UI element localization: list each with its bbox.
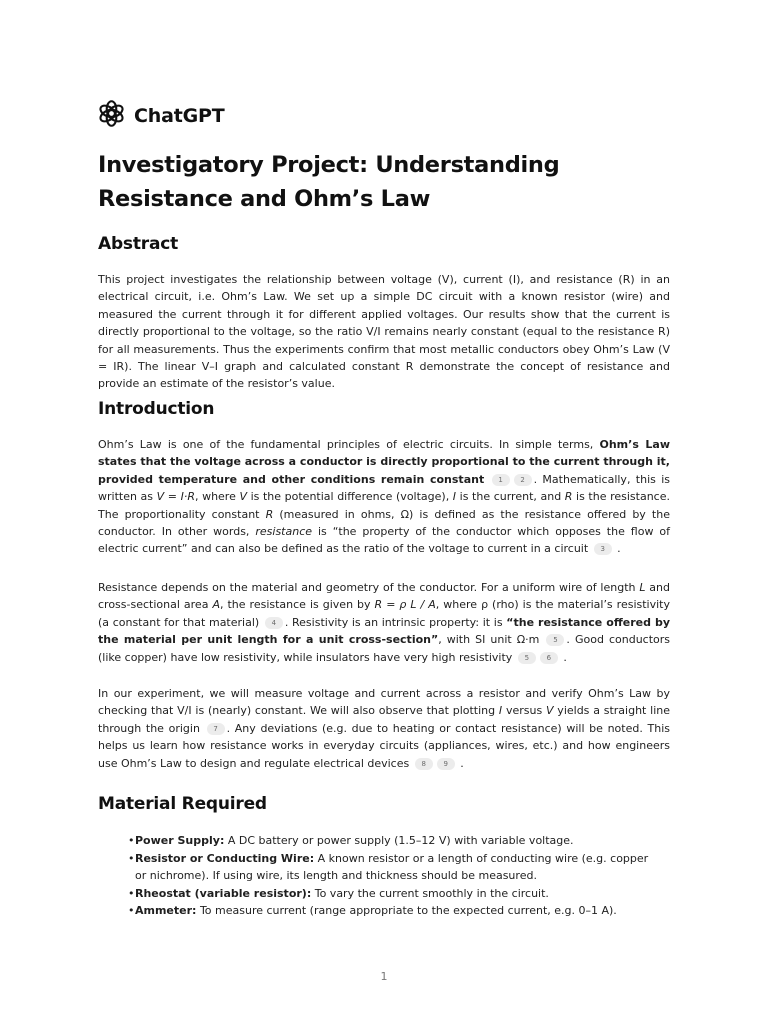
item-text: To measure current (range appropriate to the expected current, e.g. 0–1 A). <box>196 904 617 918</box>
materials-heading: Material Required <box>98 794 267 814</box>
citation-badge[interactable]: 2 <box>514 474 532 486</box>
citation-badge[interactable]: 5 <box>546 634 564 646</box>
formula: V = I·R <box>156 490 195 504</box>
list-item <box>128 902 658 920</box>
citation-badge[interactable]: 5 <box>518 652 536 664</box>
text-run: . Mathematically, this is written as <box>98 472 670 504</box>
citation-badge[interactable]: 4 <box>265 617 283 629</box>
variable: A <box>212 598 220 612</box>
brand-header <box>98 100 224 131</box>
text-run: . Good conductors (like copper) have low resistivity, while insulators have very high resistivity <box>98 633 671 664</box>
item-text: To vary the current smoothly in the circuit. <box>311 886 549 900</box>
openai-logo-icon <box>98 100 125 131</box>
text-run: Resistance depends on the material and geometry of the conductor. For a uniform wire of length <box>98 581 640 594</box>
variable: V <box>545 704 554 718</box>
citation-badge[interactable]: 7 <box>207 723 225 735</box>
text-run: . <box>460 756 464 770</box>
list-item <box>128 832 658 850</box>
text-run: and cross-sectional area <box>98 581 671 612</box>
variable: L <box>639 581 646 594</box>
text-run: is “the property of the conductor which opposes the flow of electric current” and can also be defined as the ratio of the voltage to current in a circuit <box>98 525 671 556</box>
text-run: yields a straight line through the origin <box>98 704 670 735</box>
citation-badge[interactable]: 1 <box>492 474 510 486</box>
materials-list <box>128 832 658 920</box>
introduction-paragraph-3 <box>98 685 670 772</box>
text-run: . Any deviations (e.g. due to heating or contact resistance) will be noted. This helps us learn how resistance works in everyday circuits (appliances, wires, etc.) and how engineers use Ohm’s Law to design and regulate electrical devices <box>98 721 670 770</box>
text-run: Ohm’s Law is one of the fundamental principles of electric circuits. In simple terms, <box>98 438 600 451</box>
item-text: A DC battery or power supply (1.5–12 V) with variable voltage. <box>224 834 574 847</box>
item-label: Power Supply: <box>135 834 225 847</box>
text-run: , where ρ (rho) is the material’s resistivity (a constant for that material) <box>98 598 670 629</box>
text-run: , where <box>194 490 240 504</box>
variable: I <box>498 704 503 718</box>
variable: V <box>239 490 247 504</box>
abstract-heading: Abstract <box>98 234 179 254</box>
text-run: (measured in ohms, Ω) is defined as the resistance offered by the conductor. In other words, <box>98 507 670 539</box>
introduction-heading: Introduction <box>98 399 215 419</box>
resistivity-definition: “the resistance offered by the material per unit length for a unit cross-section” <box>98 615 670 647</box>
text-run: . <box>563 650 567 664</box>
abstract-paragraph: This project investigates the relationship between voltage (V), current (I), and resistance (R) in an electrical circuit, i.e. Ohm’s Law. We set up a simple DC circuit with a known resistor (wire) and measured the current through it for different applied voltages. Our results show that the current is directly proportional to the voltage, so the ratio V/I remains nearly constant (equal to the resistance R) for all measurements. Thus the experiments confirm that most metallic conductors obey Ohm’s Law (V = IR). The linear V–I graph and calculated constant R demonstrate the concept of resistance and provide an estimate of the resistor’s value. <box>98 273 670 391</box>
text-run: . <box>617 542 621 556</box>
emphasis: resistance <box>255 525 313 539</box>
brand-name: ChatGPT <box>134 104 225 127</box>
introduction-paragraph-2 <box>98 579 670 666</box>
citation-badge[interactable]: 9 <box>437 758 455 770</box>
text-run: is the resistance. The proportionality constant <box>98 490 670 521</box>
text-run: is the potential difference (voltage), <box>247 490 453 504</box>
ohms-law-statement: Ohm’s Law states that the voltage across a conductor is directly proportional to the current through it, provided temperature and other conditions remain constant <box>98 438 670 486</box>
variable: I <box>452 490 457 504</box>
citation-badge[interactable]: 8 <box>415 758 433 770</box>
list-item <box>128 850 658 885</box>
variable: R <box>265 507 274 521</box>
variable: R <box>564 490 573 504</box>
text-run: is the current, and <box>456 490 565 504</box>
text-run: versus <box>502 704 546 718</box>
page-number: 1 <box>380 970 388 983</box>
document-title: Investigatory Project: Understanding Resistance and Ohm’s Law <box>98 152 560 212</box>
item-label: Rheostat (variable resistor): <box>135 886 312 900</box>
text-run: . Resistivity is an intrinsic property: it is <box>284 615 507 629</box>
list-item <box>128 885 658 903</box>
text-run: In our experiment, we will measure voltage and current across a resistor and verify Ohm’s Law by checking that V/I is (nearly) constant. We will also observe that plotting <box>98 687 670 718</box>
introduction-paragraph-1 <box>98 436 670 558</box>
item-text: A known resistor or a length of conducting wire (e.g. copper or nichrome). If using wire, its length and thickness should be measured. <box>135 851 649 883</box>
citation-badge[interactable]: 6 <box>540 652 558 664</box>
citation-badge[interactable]: 3 <box>594 543 612 555</box>
text-run: , with SI unit Ω·m <box>438 633 540 647</box>
text-run: , the resistance is given by <box>219 598 375 612</box>
item-label: Ammeter: <box>135 904 197 918</box>
formula: R = ρ L / A <box>374 598 436 612</box>
item-label: Resistor or Conducting Wire: <box>135 851 315 865</box>
